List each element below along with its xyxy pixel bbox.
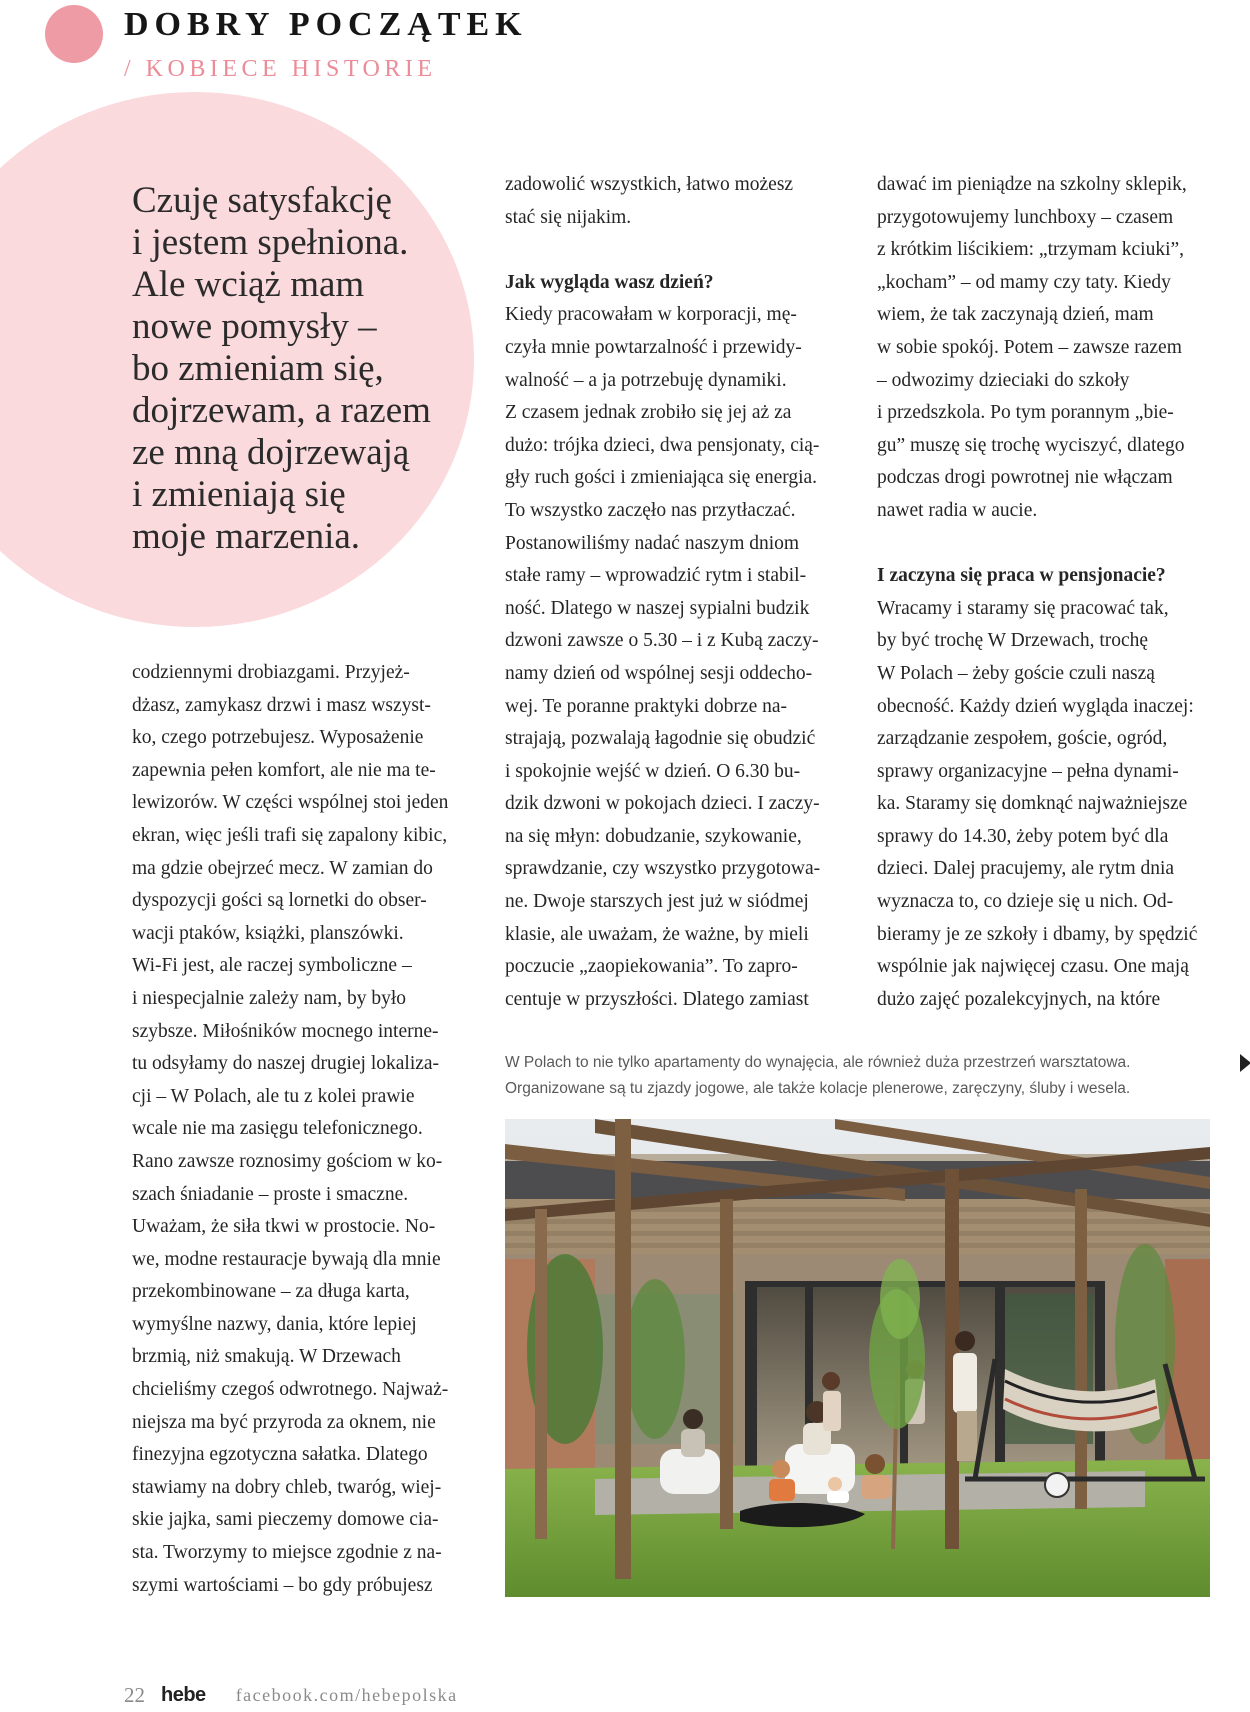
article-text-line: i niespecjalnie zależy nam, by było [132,987,406,1009]
article-text-line: Wracamy i staramy się pracować tak, [877,597,1169,619]
article-text-line: Wi-Fi jest, ale raczej symboliczne – [132,955,412,977]
article-text-line: Kiedy pracowałam w korporacji, mę- [505,304,797,326]
article-text-line: wspólnie jak najwięcej czasu. One mają [877,956,1189,978]
article-text-line [505,234,840,267]
article-text-line: dzieci. Dalej pracujemy, ale rytm dnia [877,858,1175,880]
article-text-line: brzmią, niż smakują. W Drzewach [132,1346,401,1368]
article-text-line: stawiamy na dobry chleb, twaróg, wiej- [132,1476,442,1498]
article-text-line: zarządzanie zespołem, goście, ogród, [877,728,1168,750]
article-text-line: wcale nie ma zasięgu telefonicznego. [132,1118,423,1140]
article-text-line: szybsze. Miłośników mocnego interne- [132,1020,439,1042]
photo-caption-line: W Polach to nie tylko apartamenty do wynajęcia, ale również duża przestrzeń warsztatowa. [505,1054,1131,1071]
photo-caption-line: Organizowane są tu zjazdy jogowe, ale także kolacje plenerowe, zaręczyny, śluby i wesela. [505,1080,1131,1097]
article-text-line: i przedszkola. Po tym porannym „bie- [877,402,1174,424]
article-text-line: by być trochę W Drzewach, trochę [877,630,1149,652]
article-text-line: w sobie spokój. Potem – zawsze razem [877,336,1182,358]
article-text-line: nawet radia w aucie. [877,499,1038,521]
article-text-line: przygotowujemy lunchboxy – czasem [877,206,1174,228]
article-column-1 [132,657,465,1602]
pull-quote-line: moje marzenia. [132,516,361,557]
section-dot-icon [45,5,103,63]
article-text-line: i spokojnie wejść w dzień. O 6.30 bu- [505,760,801,782]
article-text-line: skie jajka, sami pieczemy domowe cia- [132,1509,439,1531]
article-text-line: klasie, ale uważam, że ważne, by mieli [505,923,809,945]
article-subheading: I zaczyna się praca w pensjonacie? [877,565,1166,587]
article-text-line: namy dzień od wspólnej sesji oddecho- [505,662,813,684]
brand-logo: hebe [161,1684,206,1706]
article-text-line: sta. Tworzymy to miejsce zgodnie z na- [132,1542,442,1564]
page-number: 22 [124,1683,145,1707]
article-text-line: szach śniadanie – proste i smaczne. [132,1183,409,1205]
article-text-line [877,528,1212,561]
article-column-2 [505,169,840,1016]
article-text-line: codziennymi drobiazgami. Przyjeż- [132,662,410,683]
pull-quote-line: Ale wciąż mam [132,264,365,305]
article-text-line: bieramy je ze szkoły i dbamy, by spędzić [877,923,1198,945]
article-text-line: czyła mnie powtarzalność i przewidy- [505,336,802,358]
article-text-line: W Polach – żeby goście czuli naszą [877,662,1155,684]
article-text-line: sprawdzanie, czy wszystko przygotowa- [505,858,821,880]
article-text-line: lewizorów. W części wspólnej stoi jeden [132,792,449,814]
section-subtitle: / KOBIECE HISTORIE [124,56,437,82]
article-text-line: zadowolić wszystkich, łatwo możesz [505,174,794,195]
article-text-line: ne. Dwoje starszych jest już w siódmej [505,891,809,913]
article-text-line: Rano zawsze roznosimy gościom w ko- [132,1150,443,1172]
page-footer [124,1683,458,1711]
article-text-line: strajają, pozwalają łagodnie się obudzić [505,728,816,750]
photo-caption [505,1050,1205,1102]
pull-quote-line: nowe pomysły – [132,306,377,347]
article-column-3 [877,169,1212,1016]
article-text-line: wyznacza to, co dzieje się u nich. Od- [877,891,1174,913]
article-text-line: dzik dzwoni w pokojach dzieci. I zaczy- [505,793,820,815]
article-text-line: niejsza ma być przyroda za oknem, nie [132,1411,436,1433]
pull-quote-line: ze mną dojrzewają [132,432,410,473]
article-text-line: dużo zajęć pozalekcyjnych, na które [877,988,1161,1010]
article-text-line: tu odsyłamy do naszej drugiej lokaliza- [132,1053,440,1075]
article-text-line: dawać im pieniądze na szkolny sklepik, [877,174,1187,195]
article-text-line: ko, czego potrzebujesz. Wyposażenie [132,727,424,749]
pull-quote-line: dojrzewam, a razem [132,390,431,431]
article-text-line: stać się nijakim. [505,206,632,228]
article-text-line: ka. Staramy się domknąć najważniejsze [877,793,1188,815]
article-text-line: wacji ptaków, książki, planszówki. [132,922,404,944]
article-text-line: dyspozycji gości są lornetki do obser- [132,890,427,912]
article-text-line: finezyjna egzotyczna sałatka. Dlatego [132,1444,428,1466]
article-text-line: Uważam, że siła tkwi w prostocie. No- [132,1216,436,1238]
article-text-line: chcieliśmy czegoś odwrotnego. Najważ- [132,1379,449,1401]
pull-quote-line: bo zmieniam się, [132,348,384,389]
article-text-line: szymi wartościami – bo gdy próbujesz [132,1574,433,1596]
article-text-line: dużo: trójka dzieci, dwa pensjonaty, cią- [505,434,820,456]
article-text-line: To wszystko zaczęło nas przytłaczać. [505,499,796,521]
article-text-line: dzwoni zawsze o 5.30 – i z Kubą zaczy- [505,630,819,652]
section-title: DOBRY POCZĄTEK [124,6,528,43]
article-text-line: Z czasem jednak zrobiło się jej aż za [505,402,792,424]
article-text-line: „kocham” – od mamy czy taty. Kiedy [877,271,1171,293]
article-text-line: sprawy organizacyjne – pełna dynami- [877,760,1179,782]
article-text-line: zapewnia pełen komfort, ale nie ma te- [132,759,436,781]
article-subheading: Jak wygląda wasz dzień? [505,271,714,293]
article-text-line: wiem, że tak zaczynają dzień, mam [877,304,1154,326]
article-text-line: centuje w przyszłości. Dlatego zamiast [505,988,809,1010]
article-text-line: ność. Dlatego w naszej sypialni budzik [505,597,810,619]
article-text-line: stałe ramy – wprowadzić rytm i stabil- [505,565,807,587]
pull-quote-line: i zmieniają się [132,474,346,515]
article-text-line: gły ruch gości i zmieniająca się energia. [505,467,818,489]
article-text-line: poczucie „zaopiekowania”. To zapro- [505,956,798,978]
article-text-line: wej. Te poranne praktyki dobrze na- [505,695,787,717]
article-text-line: sprawy do 14.30, żeby potem być dla [877,825,1169,847]
photo-pergola-garden [505,1119,1210,1597]
pull-quote [132,180,462,558]
article-text-line: walność – a ja potrzebuję dynamiki. [505,369,787,391]
facebook-link[interactable]: facebook.com/hebepolska [235,1685,458,1705]
article-text-line: na się młyn: dobudzanie, szykowanie, [505,825,802,847]
article-text-line: gu” muszę się trochę wyciszyć, dlatego [877,434,1185,456]
article-text-line: podczas drogi powrotnej nie włączam [877,467,1173,489]
article-text-line: wymyślne nazwy, dania, które lepiej [132,1313,417,1335]
pull-quote-line: i jestem spełniona. [132,222,409,263]
article-text-line: przekombinowane – za długa karta, [132,1281,410,1303]
article-text-line: dżasz, zamykasz drzwi i masz wszyst- [132,694,431,716]
article-text-line: we, modne restauracje bywają dla mnie [132,1248,441,1270]
article-text-line: z krótkim liścikiem: „trzymam kciuki”, [877,239,1185,261]
pull-quote-line: Czuję satysfakcję [132,180,392,221]
article-text-line: Postanowiliśmy nadać naszym dniom [505,532,800,554]
article-text-line: ma gdzie obejrzeć mecz. W zamian do [132,857,433,879]
article-text-line: obecność. Każdy dzień wygląda inaczej: [877,695,1194,717]
continue-arrow-icon [1240,1054,1250,1072]
article-text-line: – odwozimy dzieciaki do szkoły [877,369,1130,391]
article-text-line: ekran, więc jeśli trafi się zapalony kibic, [132,824,448,846]
article-text-line: cji – W Polach, ale tu z kolei prawie [132,1085,415,1107]
